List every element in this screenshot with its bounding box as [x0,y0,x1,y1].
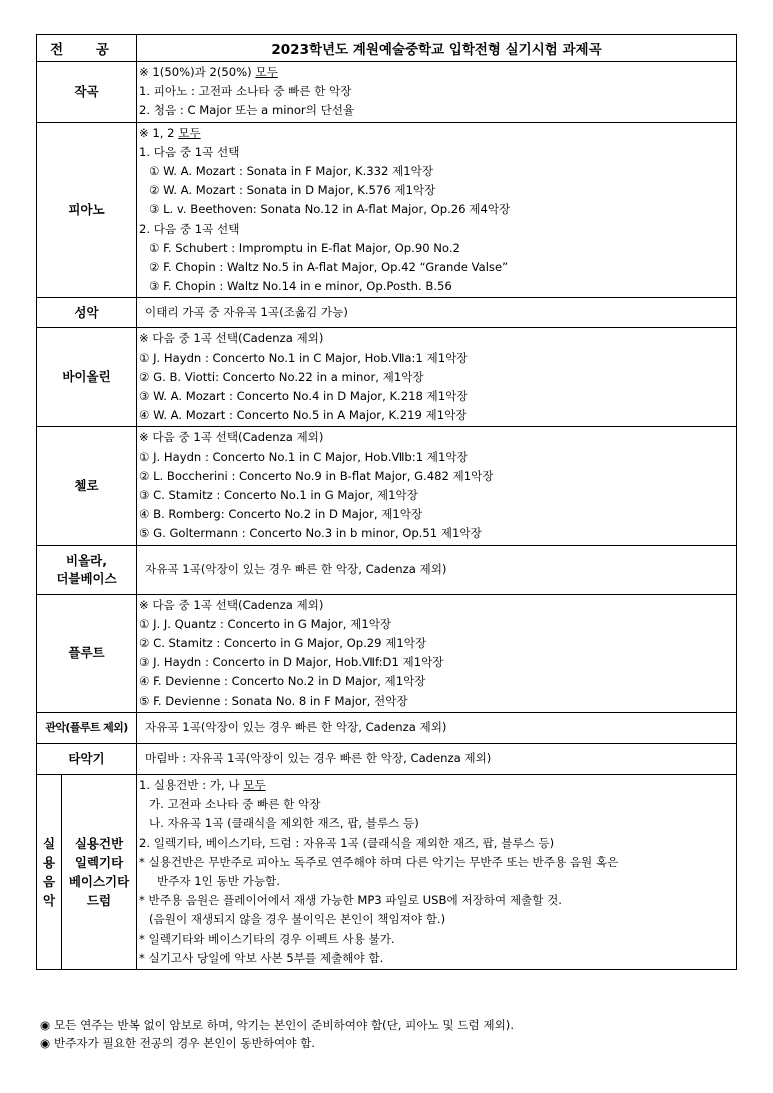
line: 2. 청음 : C Major 또는 a minor의 단선율 [139,103,355,118]
header-major: 전 공 [37,35,137,62]
line: ① W. A. Mozart : Sonata in F Major, K.332 제1악장 [149,164,434,179]
line: * 실용건반은 무반주로 피아노 독주로 연주해야 하며 다른 악기는 무반주 또는 반주용 음원 혹은 [139,854,619,869]
line: ③ L. v. Beethoven: Sonata No.12 in A-flat Major, Op.26 제4악장 [149,202,511,217]
content-vocal: 이태리 가곡 중 자유곡 1곡(조옮김 가능) [137,298,737,328]
line: 1. 다음 중 1곡 선택 [139,144,240,159]
bullet-icon: ◉ [39,1018,51,1032]
line: ③ W. A. Mozart : Concerto No.4 in D Major, K.218 제1악장 [139,389,468,404]
line: ② F. Chopin : Waltz No.5 in A-flat Major, Op.42 “Grande Valse” [149,260,509,275]
page-title: 2023학년도 계원예술중학교 입학전형 실기시험 과제곡 [137,35,737,62]
line: 2. 일렉기타, 베이스기타, 드럼 : 자유곡 1곡 (클래식을 제외한 재즈, 팝, 블루스 등) [139,835,555,850]
line: ※ 다음 중 1곡 선택(Cadenza 제외) [139,331,324,346]
label-vocal: 성악 [37,298,137,328]
line: ② W. A. Mozart : Sonata in D Major, K.576 제1악장 [149,183,436,198]
row-cello [37,427,737,545]
footnote-item: ◉ 반주자가 필요한 전공의 경우 본인이 동반하여야 함. [36,1034,514,1052]
row-flute [37,594,737,712]
content-cello [137,427,737,545]
content-flute [137,594,737,712]
label-piano: 피아노 [37,122,137,298]
line: 2. 다음 중 1곡 선택 [139,221,240,236]
row-percussion [37,743,737,774]
line: ③ J. Haydn : Concerto in D Major, Hob.Ⅶf:D1 제1악장 [139,655,444,670]
line: ② L. Boccherini : Concerto No.9 in B-flat Major, G.482 제1악장 [139,468,494,483]
line: ④ B. Romberg: Concerto No.2 in D Major, 제1악장 [139,507,423,522]
label-cello: 첼로 [37,427,137,545]
row-composition [37,62,737,123]
line: ※ 다음 중 1곡 선택(Cadenza 제외) [139,597,324,612]
content-piano [137,122,737,298]
row-winds [37,712,737,743]
line: ① J. Haydn : Concerto No.1 in C Major, Hob.Ⅶb:1 제1악장 [139,449,468,464]
row-violin [37,328,737,427]
line: ③ F. Chopin : Waltz No.14 in e minor, Op.Posth. B.56 [149,279,452,294]
row-viola-bass [37,545,737,594]
line: ② G. B. Viotti: Concerto No.22 in a minor, 제1악장 [139,369,424,384]
content-composition [137,62,737,123]
content-violin [137,328,737,427]
line: ④ F. Devienne : Concerto No.2 in D Major, 제1악장 [139,674,426,689]
footnotes [36,1016,514,1052]
line: ① J. Haydn : Concerto No.1 in C Major, Hob.Ⅶa:1 제1악장 [139,350,468,365]
line: ※ 1(50%)과 2(50%) 모두 [139,65,278,79]
label-percussion: 타악기 [37,743,137,774]
line: 1. 피아노 : 고전파 소나타 중 빠른 한 악장 [139,84,352,99]
line: 1. 실용건반 : 가, 나 모두 [139,777,266,792]
content-percussion: 마림바 : 자유곡 1곡(악장이 있는 경우 빠른 한 악장, Cadenza 제외) [137,743,737,774]
line: ② C. Stamitz : Concerto in G Major, Op.29 제1악장 [139,636,427,651]
line: 가. 고전파 소나타 중 빠른 한 악장 [149,797,321,812]
row-piano [37,122,737,298]
line: ④ W. A. Mozart : Concerto No.5 in A Major, K.219 제1악장 [139,408,467,423]
content-viola-bass: 자유곡 1곡(악장이 있는 경우 빠른 한 악장, Cadenza 제외) [137,545,737,594]
line: 반주자 1인 동반 가능함. [157,873,280,888]
line: ③ C. Stamitz : Concerto No.1 in G Major, 제1악장 [139,488,418,503]
footnote-item: ◉ 모든 연주는 반복 없이 암보로 하며, 악기는 본인이 준비하여야 함(단, 피아노 및 드럼 제외). [36,1016,514,1034]
line: ① F. Schubert : Impromptu in E-flat Major, Op.90 No.2 [149,240,460,255]
line: * 실기고사 당일에 악보 사본 5부를 제출해야 함. [139,950,384,965]
line: (음원이 재생되지 않을 경우 불이익은 본인이 책임져야 함.) [149,912,446,927]
content-winds: 자유곡 1곡(악장이 있는 경우 빠른 한 악장, Cadenza 제외) [137,712,737,743]
label-flute: 플루트 [37,594,137,712]
line: ⑤ G. Goltermann : Concerto No.3 in b minor, Op.51 제1악장 [139,526,482,541]
bullet-icon: ◉ [39,1036,51,1050]
row-vocal [37,298,737,328]
exam-repertoire-table [36,34,737,970]
table-header-row [37,35,737,62]
label-violin: 바이올린 [37,328,137,427]
label-practical-group: 실 용 음 악 [37,774,62,969]
line: * 일렉기타와 베이스기타의 경우 이펙트 사용 불가. [139,931,395,946]
line: ⑤ F. Devienne : Sonata No. 8 in F Major, 전악장 [139,693,408,708]
line: ※ 1, 2 모두 [139,125,201,140]
line: 나. 자유곡 1곡 (클래식을 제외한 재즈, 팝, 블루스 등) [149,816,419,831]
line: * 반주용 음원은 플레이어에서 재생 가능한 MP3 파일로 USB에 저장하여 제출할 것. [139,893,562,908]
label-composition: 작곡 [37,62,137,123]
content-practical [137,774,737,969]
row-practical-music [37,774,737,969]
label-viola-bass: 비올라, 더블베이스 [37,545,137,594]
line: ① J. J. Quantz : Concerto in G Major, 제1악장 [139,616,392,631]
label-winds: 관악(플루트 제외) [37,712,137,743]
label-practical-instruments: 실용건반 일렉기타 베이스기타 드럼 [62,774,137,969]
line: ※ 다음 중 1곡 선택(Cadenza 제외) [139,430,324,445]
